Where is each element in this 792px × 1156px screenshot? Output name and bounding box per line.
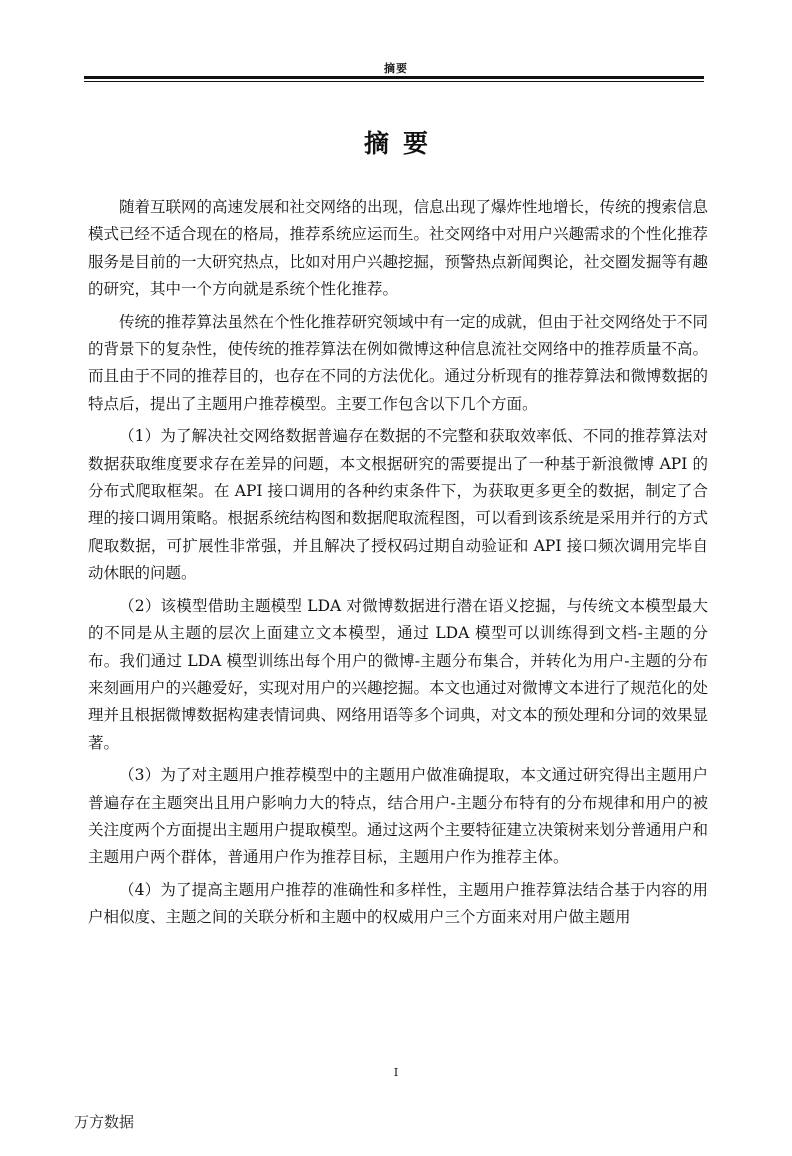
watermark-text: 万方数据 bbox=[74, 1113, 135, 1131]
page-title: 摘要 bbox=[363, 129, 442, 158]
page-number: I bbox=[393, 1066, 399, 1079]
abstract-body bbox=[88, 194, 708, 937]
running-header: 摘要 bbox=[384, 62, 408, 75]
paragraph-item-4: （4）为了提高主题用户推荐的准确性和多样性，主题用户推荐算法结合基于内容的用户相似度、主题之间的关联分析和主题中的权威用户三个方面来对用户做主题用 bbox=[88, 880, 708, 927]
paragraph-intro: 随着互联网的高速发展和社交网络的出现，信息出现了爆炸性地增长，传统的搜索信息模式已经不适合现在的格局，推荐系统应运而生。社交网络中对用户兴趣需求的个性化推荐服务是目前的一大研究热点，比如对用户兴趣挖掘，预警热点新闻舆论，社交圈发掘等有趣的研究，其中一个方向就是系统个性化推荐。 bbox=[88, 198, 709, 299]
header-rule-thick bbox=[84, 76, 704, 79]
header-rule-thin bbox=[84, 81, 704, 82]
paragraph-background: 传统的推荐算法虽然在个性化推荐研究领域中有一定的成就，但由于社交网络处于不同的背景下的复杂性，使传统的推荐算法在例如微博这种信息流社交网络中的推荐质量不高。而且由于不同的推荐目的，也存在不同的方法优化。通过分析现有的推荐算法和微博数据的特点后，提出了主题用户推荐模型。主要工作包含以下几个方面。 bbox=[88, 312, 709, 413]
paragraph-item-3: （3）为了对主题用户推荐模型中的主题用户做准确提取，本文通过研究得出主题用户普遍存在主题突出且用户影响力大的特点，结合用户-主题分布特有的分布规律和用户的被关注度两个方面提出主题用户提取模型。通过这两个主要特征建立决策树来划分普通用户和主题用户两个群体，普通用户作为推荐目标，主题用户作为推荐主体。 bbox=[88, 766, 709, 867]
paragraph-item-1: （1）为了解决社交网络数据普遍存在数据的不完整和获取效率低、不同的推荐算法对数据获取维度要求存在差异的问题，本文根据研究的需要提出了一种基于新浪微博 API 的分布式爬取框架。在 API 接口调用的各种约束条件下，为获取更多更全的数据，制定了合理的接口调用策略。根据系统结构图和数据爬取流程图，可以看到该系统是采用并行的方式爬取数据，可扩展性非常强，并且解决了授权码过期自动验证和 API 接口频次调用完毕自动休眠的问题。 bbox=[88, 427, 709, 583]
paragraph-item-2: （2）该模型借助主题模型 LDA 对微博数据进行潜在语义挖掘，与传统文本模型最大的不同是从主题的层次上面建立文本模型，通过 LDA 模型可以训练得到文档-主题的分布。我们通过 LDA 模型训练出每个用户的微博-主题分布集合，并转化为用户-主题的分布来刻画用户的兴趣爱好，实现对用户的兴趣挖掘。本文也通过对微博文本进行了规范化的处理并且根据微博数据构建表情词典、网络用语等多个词典，对文本的预处理和分词的效果显著。 bbox=[88, 596, 709, 752]
